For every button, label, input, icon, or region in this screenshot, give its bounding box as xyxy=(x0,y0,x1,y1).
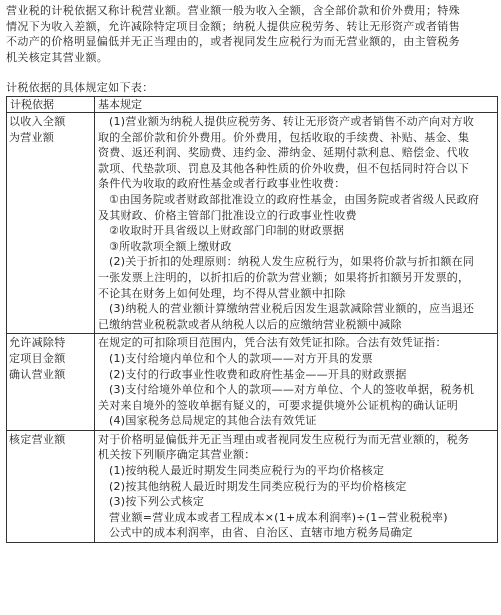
rule-line: 关对来自境外的签收单据有疑义的，可要求提供境外公证机构的确认证明 xyxy=(98,398,458,412)
rule-line: (1)营业额为纳税人提供应税劳务、转让无形资产或者销售不动产向对方收 xyxy=(109,115,475,128)
intro-line: 营业税的计税依据又称计税营业额。营业额一般为收入全额，含全部价款和价外费用；特殊 xyxy=(6,4,460,17)
rule-line: (2)关于折扣的处理原则：纳税人发生应税行为，如果将价款与折扣额在同 xyxy=(109,255,475,269)
rule-line: ②收取时开具省级以上财政部门印制的财政票据 xyxy=(109,224,345,238)
header-basis: 计税依据 xyxy=(7,97,95,113)
rule-line: (3)按下列公式核定 xyxy=(109,495,205,509)
rule-line: 资费、返还利润、奖励费、违约金、滞纳金、延期付款利息、赔偿金、代收 xyxy=(98,146,470,160)
rule-line: 不论其在财务上如何处理，均不得从营业额中扣除 xyxy=(98,286,346,300)
rule-line: (3)支付给境外单位和个人的款项——对方单位、个人的签收单据，税务机 xyxy=(109,383,475,397)
rule-line: 已缴纳营业税税款或者从纳税人以后的应缴纳营业税额中减除 xyxy=(98,317,402,331)
table-caption: 计税依据的具体规定如下表： xyxy=(6,81,154,94)
rule-line: (4)国家税务总局规定的其他合法有效凭证 xyxy=(109,414,317,428)
rule-line: (1)支付给境内单位和个人的款项——对方开具的发票 xyxy=(109,351,373,365)
tax-basis-table xyxy=(6,96,498,543)
rule-line: 在规定的可扣除项目范围内，凭合法有效凭证扣除。合法有效凭证指： xyxy=(98,336,447,350)
rule-line: ③所收款项全额上缴财政 xyxy=(109,239,232,253)
basis-cell xyxy=(7,334,95,431)
rule-cell xyxy=(95,113,498,334)
intro-line: 机关核定其营业额。 xyxy=(6,50,109,64)
rule-line: (2)支付的行政事业性收费和政府性基金——开具的财政票据 xyxy=(109,367,407,381)
basis-text: 定项目金额 xyxy=(9,351,66,365)
table-row xyxy=(7,113,498,334)
rule-line: 机关按下列顺序确定其营业额： xyxy=(98,448,256,462)
rule-line: (2)按其他纳税人最近时期发生同类应税行为的平均价格核定 xyxy=(109,479,407,493)
basis-text: 核定营业额 xyxy=(9,432,66,446)
rule-line: (3)纳税人的营业额计算缴纳营业税后因发生退款减除营业额的，应当退还 xyxy=(109,302,475,316)
rule-line: 营业额=营业成本或者工程成本×(1+成本利润率)÷(1−营业税税率) xyxy=(109,510,448,524)
rule-line: 取的全部价款和价外费用。价外费用，包括收取的手续费、补贴、基金、集 xyxy=(98,130,470,144)
basis-cell xyxy=(7,113,95,334)
table-row xyxy=(7,334,498,431)
intro-line: 情况下为收入差额，允许减除特定项目金额；纳税人提供应税劳务、转让无形资产或者销售 xyxy=(6,19,460,33)
header-rule: 基本规定 xyxy=(95,97,498,113)
basis-cell xyxy=(7,430,95,542)
basis-text: 确认营业额 xyxy=(9,367,66,381)
rule-line: 及其财政、价格主管部门批准设立的行政事业性收费 xyxy=(98,208,357,222)
table-header-row xyxy=(7,97,498,113)
rule-line: 款项、代垫款项、罚息及其他各种性质的价外收费，但不包括同时符合以下 xyxy=(98,161,470,175)
rule-line: ①由国务院或者财政部批准设立的政府性基金，由国务院或者省级人民政府 xyxy=(109,192,480,206)
rule-cell xyxy=(95,430,498,542)
rule-cell xyxy=(95,334,498,431)
rule-line: 一张发票上注明的，以折扣后的价款为营业额；如果将折扣额另开发票的， xyxy=(98,270,470,284)
rule-line: 公式中的成本利润率，由省、自治区、直辖市地方税务局确定 xyxy=(109,526,413,540)
basis-text: 以收入全额 xyxy=(9,115,66,128)
rule-line: 对于价格明显偏低并无正当理由或者视同发生应税行为而无营业额的，税务 xyxy=(98,432,470,446)
basis-text: 为营业额 xyxy=(9,130,55,144)
rule-line: (1)按纳税人最近时期发生同类应税行为的平均价格核定 xyxy=(109,464,385,478)
intro-line: 不动产的价格明显偏低并无正当理由的，或者视同发生应税行为而无营业额的，由主管税务 xyxy=(6,35,460,49)
intro-paragraph xyxy=(6,3,500,65)
basis-text: 允许减除特 xyxy=(9,336,66,350)
rule-line: 条件代为收取的政府性基金或者行政事业性收费： xyxy=(98,177,346,191)
table-row xyxy=(7,430,498,542)
